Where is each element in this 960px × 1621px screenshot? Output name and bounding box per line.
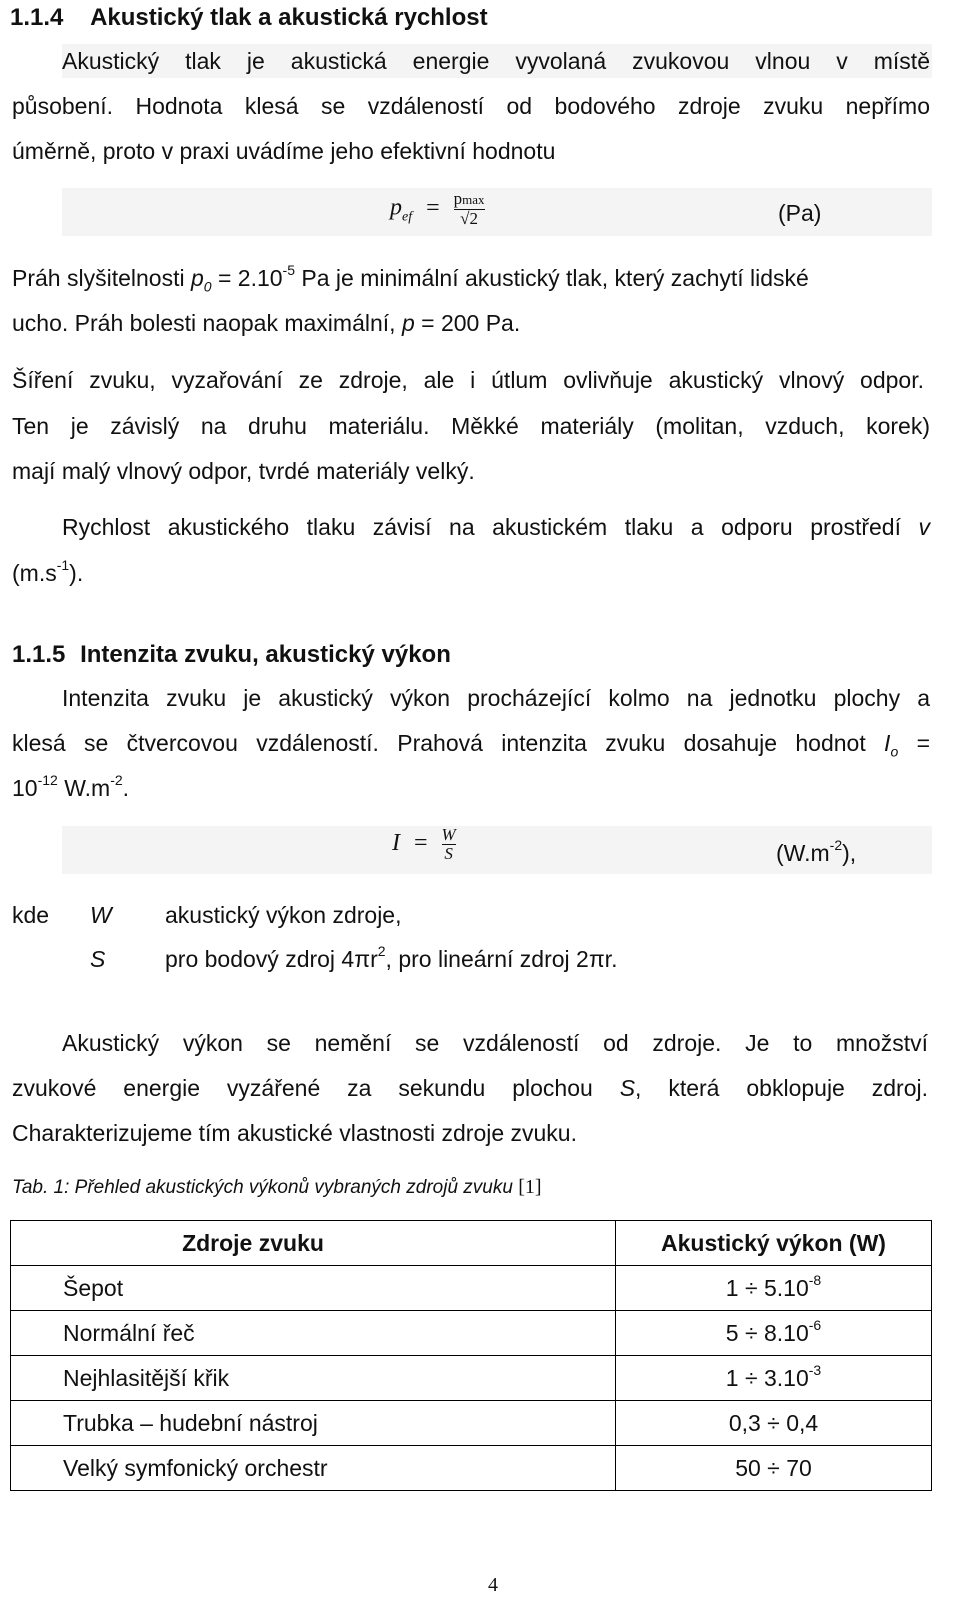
equation-intensity: I = $\frac{W}{S}$ <box>392 825 456 863</box>
page-number: 4 <box>488 1574 498 1596</box>
paragraph-line: ucho. Práh bolesti naopak maximální, p = 200 Pa. <box>12 310 521 336</box>
paragraph-line: Intenzita zvuku je akustický výkon procházející kolmo na jednotku plochy a <box>62 685 930 711</box>
table-caption: Tab. 1: Přehled akustických výkonů vybraných zdrojů zvuku [1] <box>12 1176 542 1198</box>
paragraph-line: $10^{-12}$ $W.m^{-2}$. <box>12 772 130 801</box>
section-number: 1.1.4 <box>10 4 64 31</box>
cell-power: 0,3 ÷ 0,4 <box>616 1401 932 1446</box>
fraction: $\frac{pmax}{√2}$ <box>453 189 485 228</box>
table-row <box>11 1446 932 1491</box>
equation-unit: (Pa) <box>778 200 822 226</box>
cell-source: Velký symfonický orchestr <box>11 1446 616 1491</box>
power-table <box>10 1220 932 1491</box>
header-power: Akustický výkon (W) <box>616 1221 932 1266</box>
paragraph-line: Akustický výkon se nemění se vzdáleností od zdroje. Je to množství <box>62 1030 928 1056</box>
paragraph-line: $(m.s^{-1})$. <box>12 557 84 586</box>
cell-power: 50 ÷ 70 <box>616 1446 932 1491</box>
paragraph-line: Akustický tlak je akustická energie vyvolaná zvukovou vlnou v místě <box>62 48 930 74</box>
equation-pef: $p_{ef}$ = $\frac{pmax}{√2}$ <box>390 189 485 228</box>
paragraph-line: Ten je závislý na druhu materiálu. Měkké materiály (molitan, vzduch, korek) <box>12 413 930 439</box>
paragraph-line: zvukové energie vyzářené za sekundu plochou S, která obklopuje zdroj. <box>12 1075 929 1101</box>
paragraph-line: Práh slyšitelnosti $p_0 = 2.10^{-5}$ Pa je minimální akustický tlak, který zachytí lidské <box>12 262 809 295</box>
definition-desc-w: akustický výkon zdroje, <box>165 902 402 928</box>
section-number: 1.1.5 <box>12 641 66 668</box>
paragraph-line: klesá se čtvercovou vzdáleností. Prahová intenzita zvuku dosahuje hodnot $I_o$ = <box>12 730 930 760</box>
definition-symbol-w: W <box>90 902 112 928</box>
paragraph-line: Šíření zvuku, vyzařování ze zdroje, ale i útlum ovlivňuje akustický vlnový odpor. <box>12 367 924 393</box>
cell-source: Šepot <box>11 1266 616 1311</box>
definition-symbol-s: S <box>90 946 106 972</box>
section-heading-1-1-5 <box>12 641 451 669</box>
section-title: Intenzita zvuku, akustický výkon <box>80 641 451 668</box>
table-row <box>11 1401 932 1446</box>
paragraph-line: mají malý vlnový odpor, tvrdé materiály velký. <box>12 458 475 484</box>
equation-unit: $(W.m^{-2})$, <box>776 837 857 866</box>
cell-power: $5 \div 8.10^{-6}$ <box>616 1311 932 1356</box>
paragraph-line: úměrně, proto v praxi uvádíme jeho efektivní hodnotu <box>12 138 556 164</box>
cell-source: Trubka – hudební nástroj <box>11 1401 616 1446</box>
cell-source: Nejhlasitější křik <box>11 1356 616 1401</box>
table-row <box>11 1356 932 1401</box>
cell-source: Normální řeč <box>11 1311 616 1356</box>
definition-desc-s: pro bodový zdroj $4\pi r^2$, pro lineární zdroj 2πr. <box>165 943 618 972</box>
table-row <box>11 1266 932 1311</box>
paragraph-line: Rychlost akustického tlaku závisí na akustickém tlaku a odporu prostředí v <box>62 514 930 540</box>
definition-kde: kde <box>12 902 50 928</box>
paragraph-line: působení. Hodnota klesá se vzdáleností od bodového zdroje zvuku nepřímo <box>12 93 930 119</box>
paragraph-line: Charakterizujeme tím akustické vlastnosti zdroje zvuku. <box>12 1120 577 1146</box>
header-source: Zdroje zvuku <box>11 1221 616 1266</box>
table-row <box>11 1311 932 1356</box>
cell-power: $1 \div 5.10^{-8}$ <box>616 1266 932 1311</box>
section-heading-1-1-4 <box>10 4 488 32</box>
table-header-row <box>11 1221 932 1266</box>
cell-power: $1 \div 3.10^{-3}$ <box>616 1356 932 1401</box>
fraction: $\frac{W}{S}$ <box>441 825 456 863</box>
section-title: Akustický tlak a akustická rychlost <box>90 4 488 31</box>
